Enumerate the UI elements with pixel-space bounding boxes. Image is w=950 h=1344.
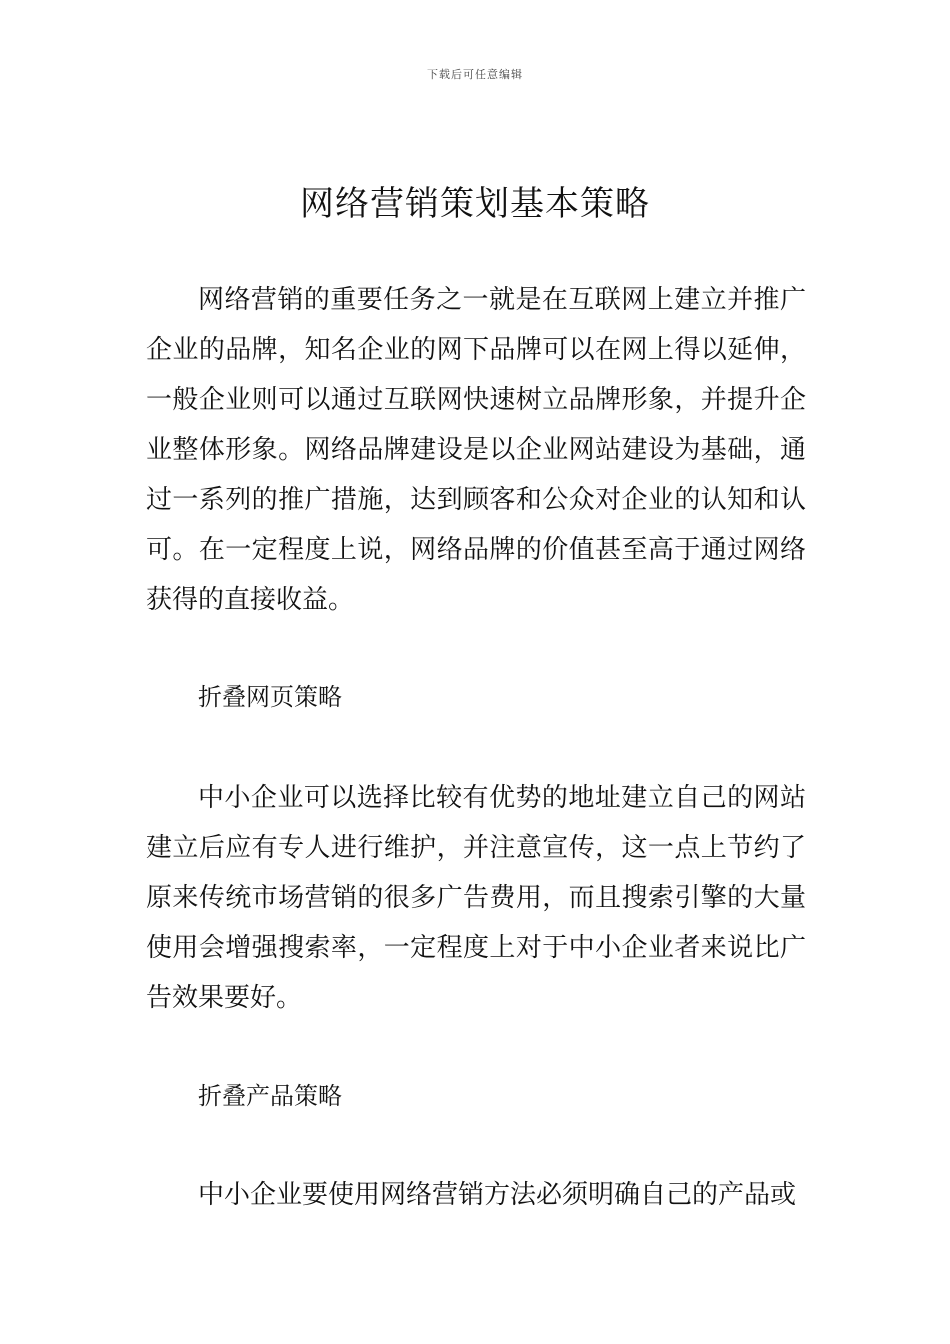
intro-paragraph: 网络营销的重要任务之一就是在互联网上建立并推广企业的品牌，知名企业的网下品牌可以在网上得以延伸，一般企业则可以通过互联网快速树立品牌形象，并提升企业整体形象。网络品牌建设是以企业网站建设为基础，通过一系列的推广措施，达到顾客和公众对企业的认知和认可。在一定程度上说，网络品牌的价值甚至高于通过网络获得的直接收益。 [146, 285, 806, 615]
section-body-web-strategy: 中小企业可以选择比较有优势的地址建立自己的网站建立后应有专人进行维护，并注意宣传，这一点上节约了原来传统市场营销的很多广告费用，而且搜索引擎的大量使用会增强搜索率，一定程度上对于中小企业者来说比广告效果要好。 [146, 783, 806, 1013]
document-title: 网络营销策划基本策略 [300, 184, 650, 224]
page-header-note: 下载后可任意编辑 [427, 68, 523, 81]
section-heading-web-strategy: 折叠网页策略 [198, 683, 342, 711]
section-body-product-strategy: 中小企业要使用网络营销方法必须明确自己的产品或 [198, 1180, 797, 1210]
section-heading-product-strategy: 折叠产品策略 [198, 1082, 342, 1110]
